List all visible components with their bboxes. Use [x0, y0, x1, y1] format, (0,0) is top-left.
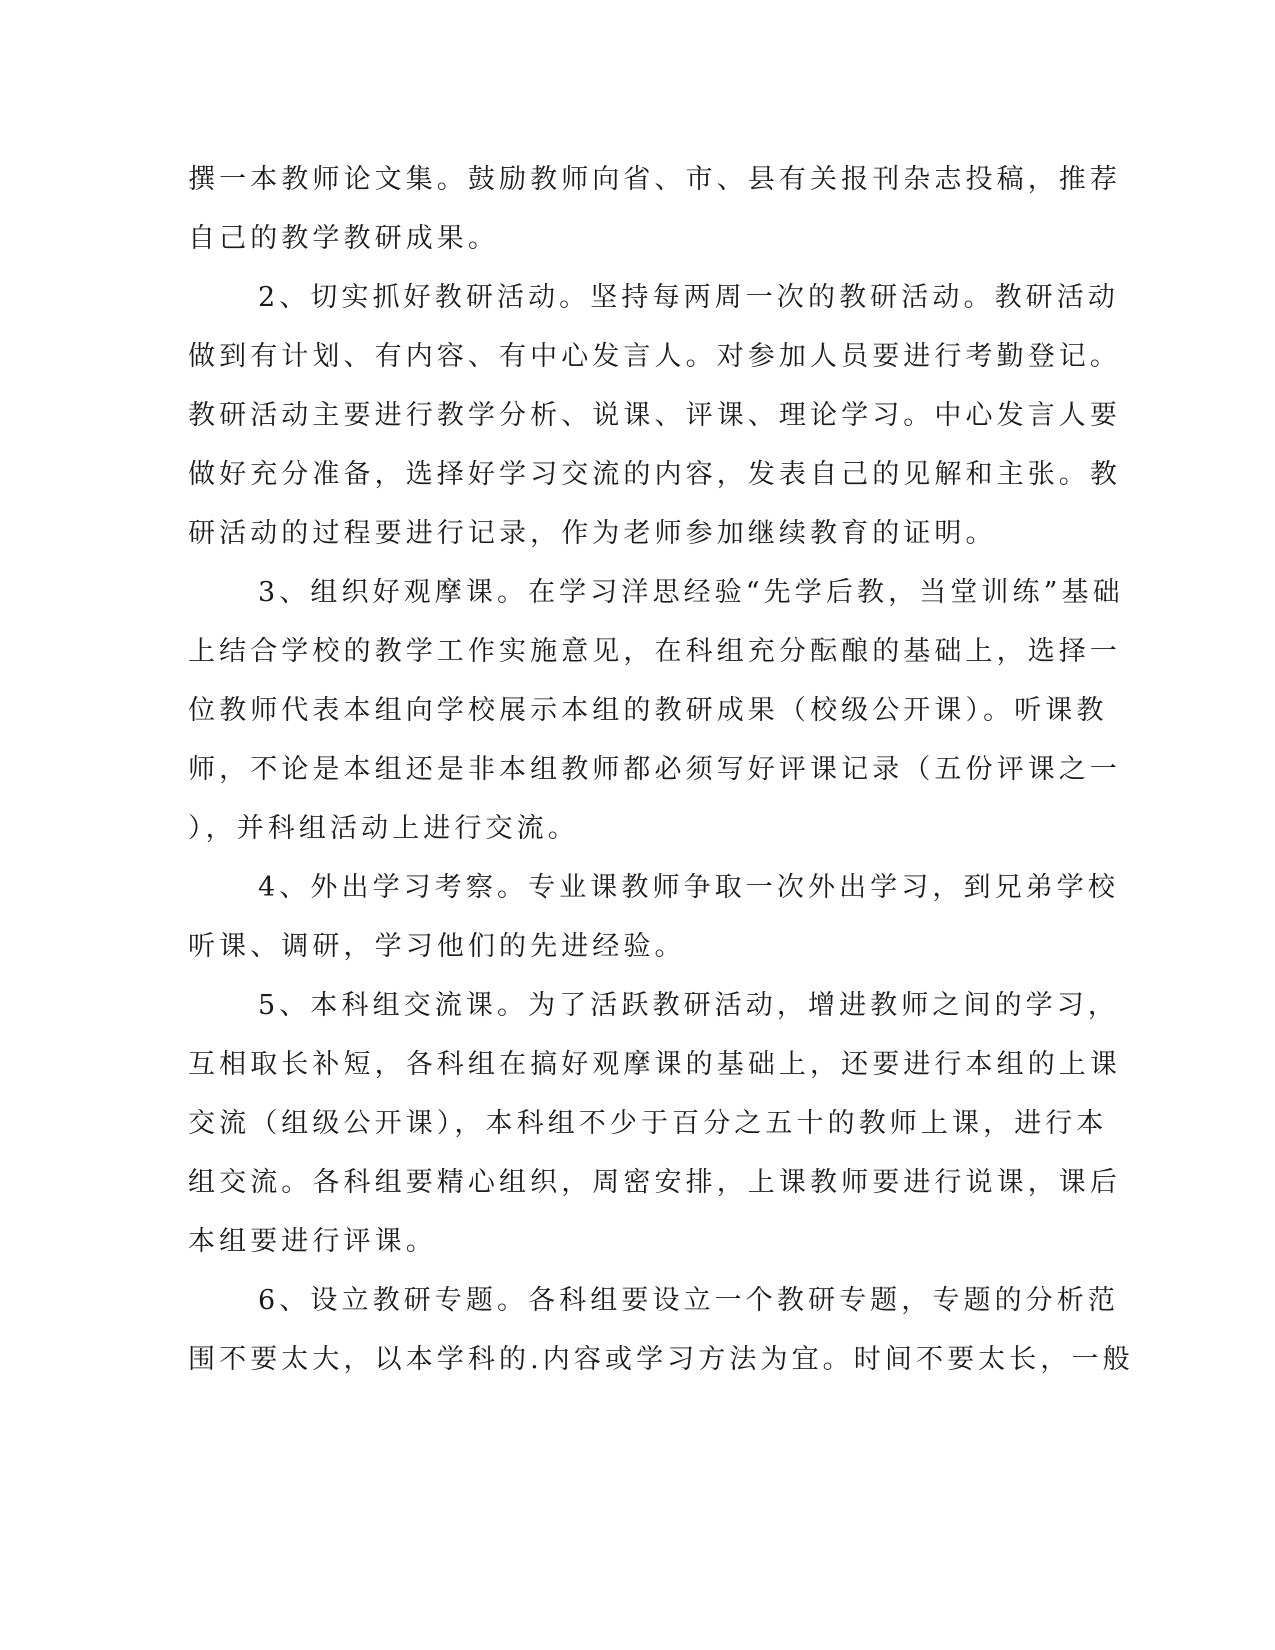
- paragraph-2-start: 2、切实抓好教研活动。坚持每两周一次的教研活动。教研活动: [258, 282, 1119, 313]
- text-line: 本组要进行评课。: [188, 1226, 437, 1257]
- text-line: ），并科组活动上进行交流。: [188, 813, 579, 844]
- text-line: 上结合学校的教学工作实施意见，在科组充分酝酿的基础上，选择一: [188, 636, 1121, 667]
- text-line: 互相取长补短，各科组在搞好观摩课的基础上，还要进行本组的上课: [188, 1049, 1121, 1080]
- text-line: 位教师代表本组向学校展示本组的教研成果（校级公开课）。听课教: [188, 695, 1108, 726]
- text-line: 教研活动主要进行教学分析、说课、评课、理论学习。中心发言人要: [188, 400, 1121, 431]
- text-line: 研活动的过程要进行记录，作为老师参加继续教育的证明。: [188, 518, 997, 549]
- text-line: 做到有计划、有内容、有中心发言人。对参加人员要进行考勤登记。: [188, 341, 1121, 372]
- text-line: 听课、调研，学习他们的先进经验。: [188, 931, 686, 962]
- text-line: 围不要太大，以本学科的.内容或学习方法为宜。时间不要太长，一般: [188, 1344, 1134, 1375]
- paragraph-5-start: 5、本科组交流课。为了活跃教研活动，增进教师之间的学习，: [258, 990, 1119, 1021]
- paragraph-3-start: 3、组织好观摩课。在学习洋思经验“先学后教，当堂训练”基础: [258, 577, 1124, 608]
- paragraph-6-start: 6、设立教研专题。各科组要设立一个教研专题，专题的分析范: [258, 1285, 1119, 1316]
- text-line: 交流（组级公开课），本科组不少于百分之五十的教师上课，进行本: [188, 1108, 1108, 1139]
- text-line: 撰一本教师论文集。鼓励教师向省、市、县有关报刊杂志投稿，推荐: [188, 164, 1121, 195]
- paragraph-4-start: 4、外出学习考察。专业课教师争取一次外出学习，到兄弟学校: [258, 872, 1119, 903]
- text-line: 师，不论是本组还是非本组教师都必须写好评课记录（五份评课之一: [188, 754, 1121, 785]
- text-line: 自己的教学教研成果。: [188, 223, 499, 254]
- text-line: 做好充分准备，选择好学习交流的内容，发表自己的见解和主张。教: [188, 459, 1121, 490]
- text-line: 组交流。各科组要精心组织，周密安排，上课教师要进行说课，课后: [188, 1167, 1121, 1198]
